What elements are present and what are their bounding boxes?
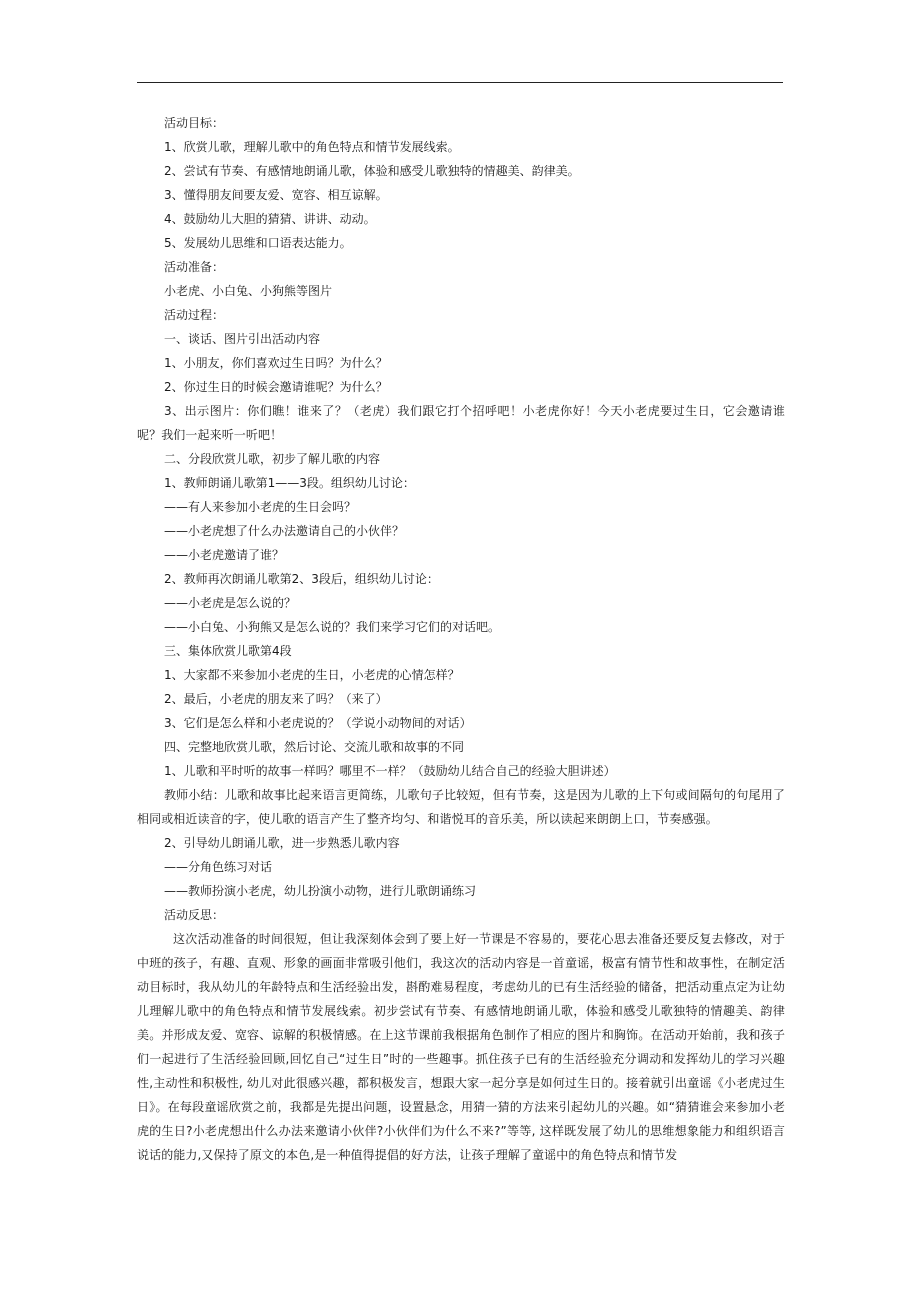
text-line: 4、鼓励幼儿大胆的猜猜、讲讲、动动。 xyxy=(164,212,376,226)
text-line: ——有人来参加小老虎的生日会吗？ xyxy=(164,500,357,514)
text-line: 3、懂得朋友间要友爱、宽容、相互谅解。 xyxy=(164,188,388,202)
text-line: ——小老虎想了什么办法邀请自己的小伙伴？ xyxy=(164,524,405,538)
header-rule xyxy=(137,82,783,83)
text-line: 1、儿歌和平时听的故事一样吗？哪里不一样？（鼓励幼儿结合自己的经验大胆讲述） xyxy=(164,764,616,778)
text-line: 2、教师再次朗诵儿歌第2、3段后，组织幼儿讨论： xyxy=(164,572,439,586)
text-line: 三、集体欣赏儿歌第4段 xyxy=(164,644,292,658)
text-line: 2、最后，小老虎的朋友来了吗？（来了） xyxy=(164,692,388,706)
document-body xyxy=(137,111,785,1167)
text-line: ——教师扮演小老虎，幼儿扮演小动物，进行儿歌朗诵练习 xyxy=(164,884,477,898)
text-line: 活动反思： xyxy=(164,908,225,922)
text-line: 二、分段欣赏儿歌，初步了解儿歌的内容 xyxy=(164,452,381,466)
text-line: 1、欣赏儿歌，理解儿歌中的角色特点和情节发展线索。 xyxy=(164,140,460,154)
text-line: 活动过程： xyxy=(164,308,225,322)
text-line: 5、发展幼儿思维和口语表达能力。 xyxy=(164,236,352,250)
paragraph: 这次活动准备的时间很短，但让我深刻体会到了要上好一节课是不容易的，要花心思去准备还要反复去修改，对于中班的孩子，有趣、直观、形象的画面非常吸引他们，我这次的活动内容是一首童谣，极富有情节性和故事性，在制定活动目标时，我从幼儿的年龄特点和生活经验出发，斟酌难易程度，考虑幼儿的已有生活经验的储备，把活动重点定为让幼儿理解儿歌中的角色特点和情节发展线索。初步尝试有节奏、有感情地朗诵儿歌，体验和感受儿歌独特的情趣美、韵律美。并形成友爱、宽容、谅解的积极情感。在上这节课前我根据角色制作了相应的图片和胸饰。在活动开始前，我和孩子们一起进行了生活经验回顾,回忆自己“过生日”时的一些趣事。抓住孩子已有的生活经验充分调动和发挥幼儿的学习兴趣性,主动性和积极性, 幼儿对此很感兴趣，都积极发言，想跟大家一起分享是如何过生日的。接着就引出童谣《小老虎过生日》。在每段童谣欣赏之前，我都是先提出问题，设置悬念，用猜一猜的方法来引起幼儿的兴趣。如“猜猜谁会来参加小老虎的生日?小老虎想出什么办法来邀请小伙伴?小伙伴们为什么不来?”等等, 这样既发展了幼儿的思维想象能力和组织语言说话的能力,又保持了原文的本色,是一种值得提倡的好方法，让孩子理解了童谣中的角色特点和情节发 xyxy=(137,932,785,1162)
text-line: 四、完整地欣赏儿歌，然后讨论、交流儿歌和故事的不同 xyxy=(164,740,465,754)
text-line: ——小老虎是怎么说的？ xyxy=(164,596,297,610)
text-line: 2、尝试有节奏、有感情地朗诵儿歌，体验和感受儿歌独特的情趣美、韵律美。 xyxy=(164,164,580,178)
text-line: 3、它们是怎么样和小老虎说的？（学说小动物间的对话） xyxy=(164,716,472,730)
text-line: ——小白兔、小狗熊又是怎么说的？我们来学习它们的对话吧。 xyxy=(164,620,501,634)
text-line: 小老虎、小白兔、小狗熊等图片 xyxy=(164,284,333,298)
text-line: ——分角色练习对话 xyxy=(164,860,273,874)
paragraph: 教师小结：儿歌和故事比起来语言更简练，儿歌句子比较短，但有节奏，这是因为儿歌的上下句或间隔句的句尾用了相同或相近读音的字，使儿歌的语言产生了整齐均匀、和谐悦耳的音乐美，所以读起来朗朗上口，节奏感强。 xyxy=(137,788,785,826)
text-line: 活动准备： xyxy=(164,260,225,274)
paragraph: 3、出示图片：你们瞧！谁来了？（老虎）我们跟它打个招呼吧！小老虎你好！今天小老虎要过生日，它会邀请谁呢？我们一起来听一听吧！ xyxy=(137,404,785,442)
text-line: 活动目标： xyxy=(164,116,225,130)
text-line: 1、大家都不来参加小老虎的生日，小老虎的心情怎样？ xyxy=(164,668,460,682)
text-line: ——小老虎邀请了谁？ xyxy=(164,548,285,562)
text-line: 2、引导幼儿朗诵儿歌，进一步熟悉儿歌内容 xyxy=(164,836,400,850)
text-line: 一、谈话、图片引出活动内容 xyxy=(164,332,321,346)
text-line: 2、你过生日的时候会邀请谁呢？为什么？ xyxy=(164,380,388,394)
text-line: 1、教师朗诵儿歌第1——3段。组织幼儿讨论： xyxy=(164,476,415,490)
text-line: 1、小朋友，你们喜欢过生日吗？为什么？ xyxy=(164,356,388,370)
